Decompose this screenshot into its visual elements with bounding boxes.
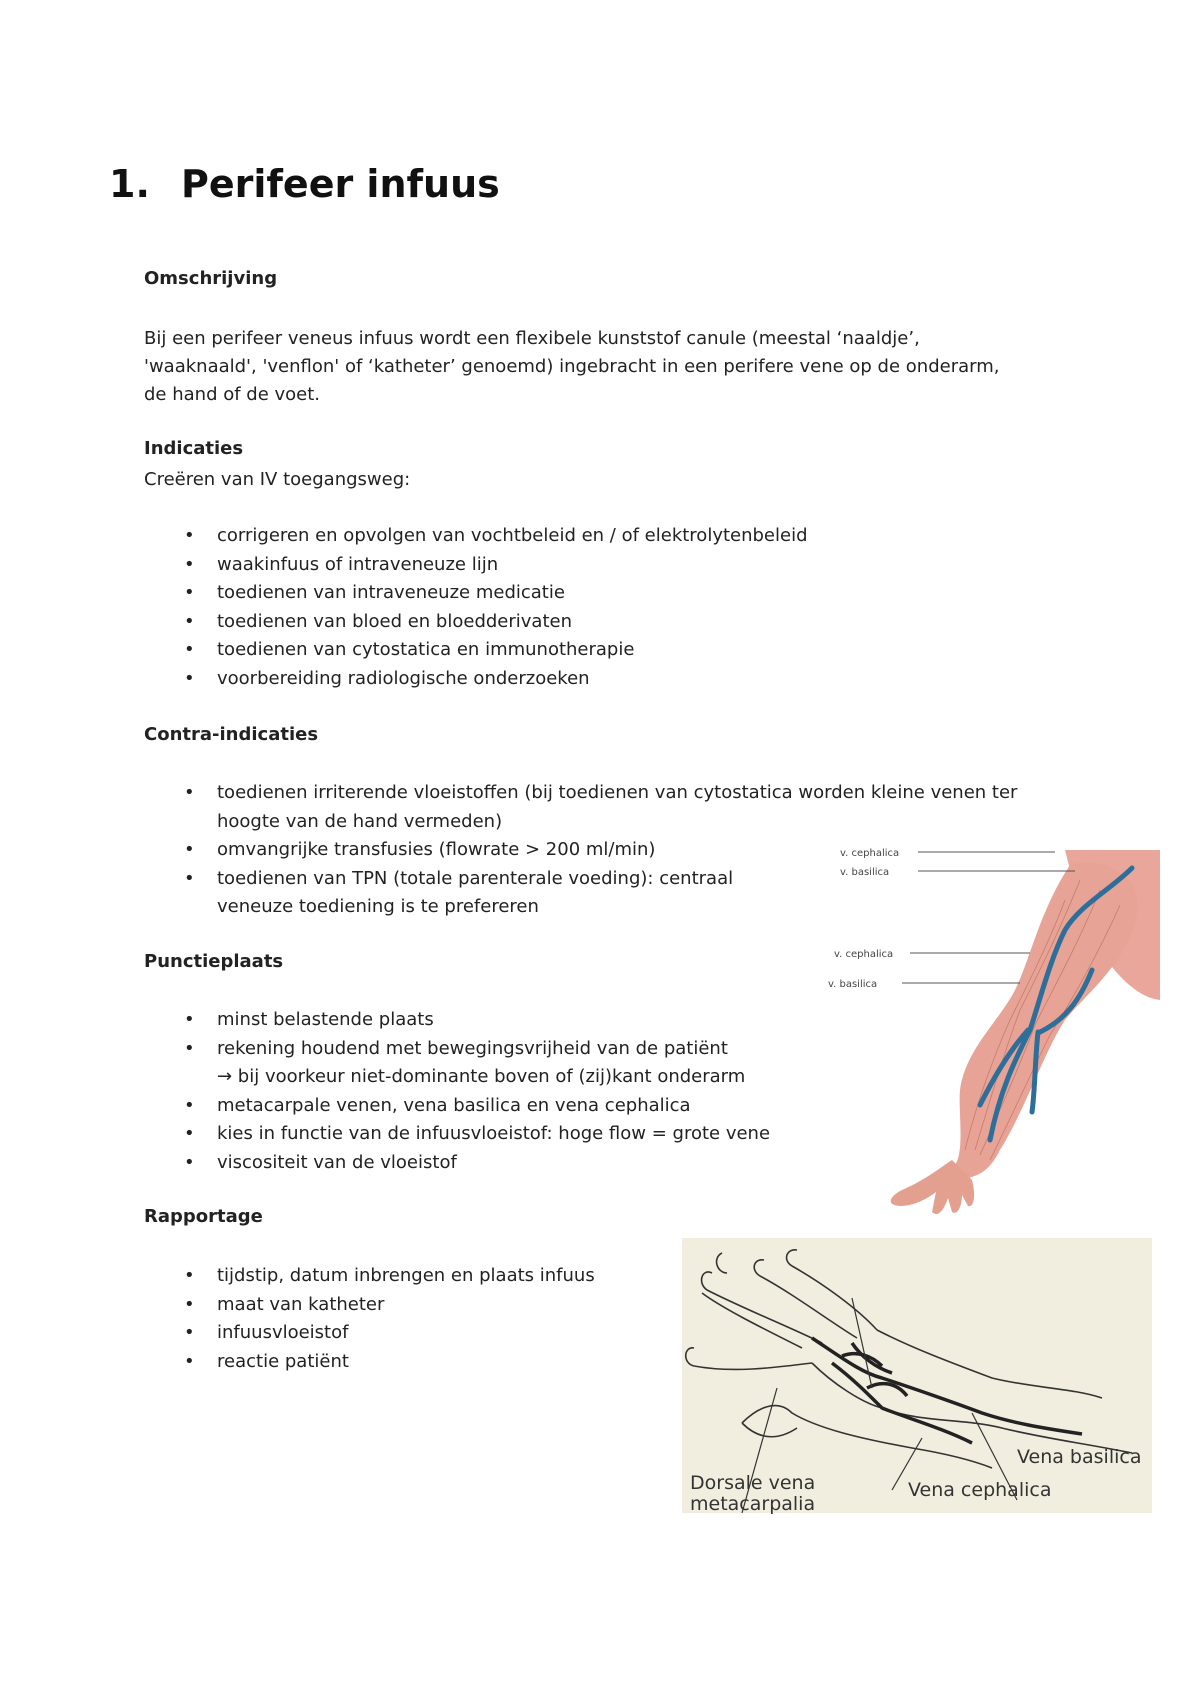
list-item	[144, 1120, 770, 1149]
omschrijving-line-3: de hand of de voet.	[144, 384, 321, 405]
arm-label-cephalica-upper: v. cephalica	[840, 848, 900, 859]
arm-veins-illustration	[828, 848, 1160, 1220]
list-item-line: veneuze toediening is te prefereren	[217, 896, 539, 917]
omschrijving-line-1: Bij een perifeer veneus infuus wordt een flexibele kunststof canule (meestal ‘naaldje’,	[144, 328, 920, 349]
list-item	[144, 1035, 770, 1092]
list-item-line: omvangrijke transfusies (flowrate > 200 ml/min)	[217, 839, 656, 860]
heading-punctieplaats: Punctieplaats	[144, 951, 284, 972]
punctie-list	[144, 1006, 770, 1177]
list-item-line: minst belastende plaats	[217, 1009, 434, 1030]
list-item: • toedienen van intraveneuze medicatie	[144, 579, 808, 608]
list-item: • tijdstip, datum inbrengen en plaats infuus	[144, 1262, 595, 1291]
heading-rapportage: Rapportage	[144, 1206, 263, 1227]
list-item: • infuusvloeistof	[144, 1319, 595, 1348]
list-item: • corrigeren en opvolgen van vochtbeleid en / of elektrolytenbeleid	[144, 522, 808, 551]
list-item-line: rekening houdend met bewegingsvrijheid van de patiënt	[217, 1037, 728, 1059]
list-item: • reactie patiënt	[144, 1348, 595, 1377]
heading-contra-indicaties: Contra-indicaties	[144, 724, 319, 745]
list-item-line: metacarpale venen, vena basilica en vena cephalica	[217, 1094, 691, 1116]
omschrijving-line-2: 'waaknaald', 'venflon' of ‘katheter’ genoemd) ingebracht in een perifere vene op de onderarm,	[144, 356, 1000, 377]
list-item-line: viscositeit van de vloeistof	[217, 1151, 457, 1173]
list-item-line: toedienen van TPN (totale parenterale voeding): centraal	[217, 867, 734, 889]
list-item: • waakinfuus of intraveneuze lijn	[144, 551, 808, 580]
list-item	[144, 1092, 770, 1121]
page-title	[109, 162, 500, 206]
arm-label-cephalica-lower: v. cephalica	[834, 949, 894, 960]
hand-label-vena-cephalica: Vena cephalica	[908, 1479, 1052, 1501]
list-item-line: kies in functie van de infuusvloeistof: hoge flow = grote vene	[217, 1123, 771, 1144]
list-item	[144, 1149, 770, 1178]
hand-label-metacarpalia: metacarpalia	[690, 1493, 816, 1515]
list-item: • toedienen van cytostatica en immunotherapie	[144, 636, 808, 665]
indicaties-list	[144, 522, 808, 693]
hand-label-vena-basilica: Vena basilica	[1017, 1446, 1142, 1468]
title-number: 1.	[109, 162, 150, 206]
list-item	[144, 1006, 770, 1035]
heading-omschrijving: Omschrijving	[144, 268, 278, 289]
title-text: Perifeer infuus	[181, 162, 500, 206]
list-item: • maat van katheter	[144, 1291, 595, 1320]
arm-label-basilica-lower: v. basilica	[828, 979, 878, 990]
hand-label-dorsale-vena: Dorsale vena	[690, 1472, 816, 1494]
list-item-line: toedienen irriterende vloeistoffen (bij toedienen van cytostatica worden kleine venen ter	[217, 782, 1018, 803]
arm-label-basilica-upper: v. basilica	[840, 867, 890, 878]
list-item-line: → bij voorkeur niet-dominante boven of (zij)kant onderarm	[217, 1066, 746, 1087]
hand-veins-illustration	[682, 1238, 1152, 1513]
list-item	[144, 779, 1017, 836]
list-item-line: hoogte van de hand vermeden)	[217, 810, 503, 832]
rapportage-list	[144, 1262, 595, 1376]
heading-indicaties: Indicaties	[144, 438, 244, 459]
indicaties-intro: Creëren van IV toegangsweg:	[144, 469, 411, 490]
list-item: • toedienen van bloed en bloedderivaten	[144, 608, 808, 637]
list-item: • voorbereiding radiologische onderzoeken	[144, 665, 808, 694]
